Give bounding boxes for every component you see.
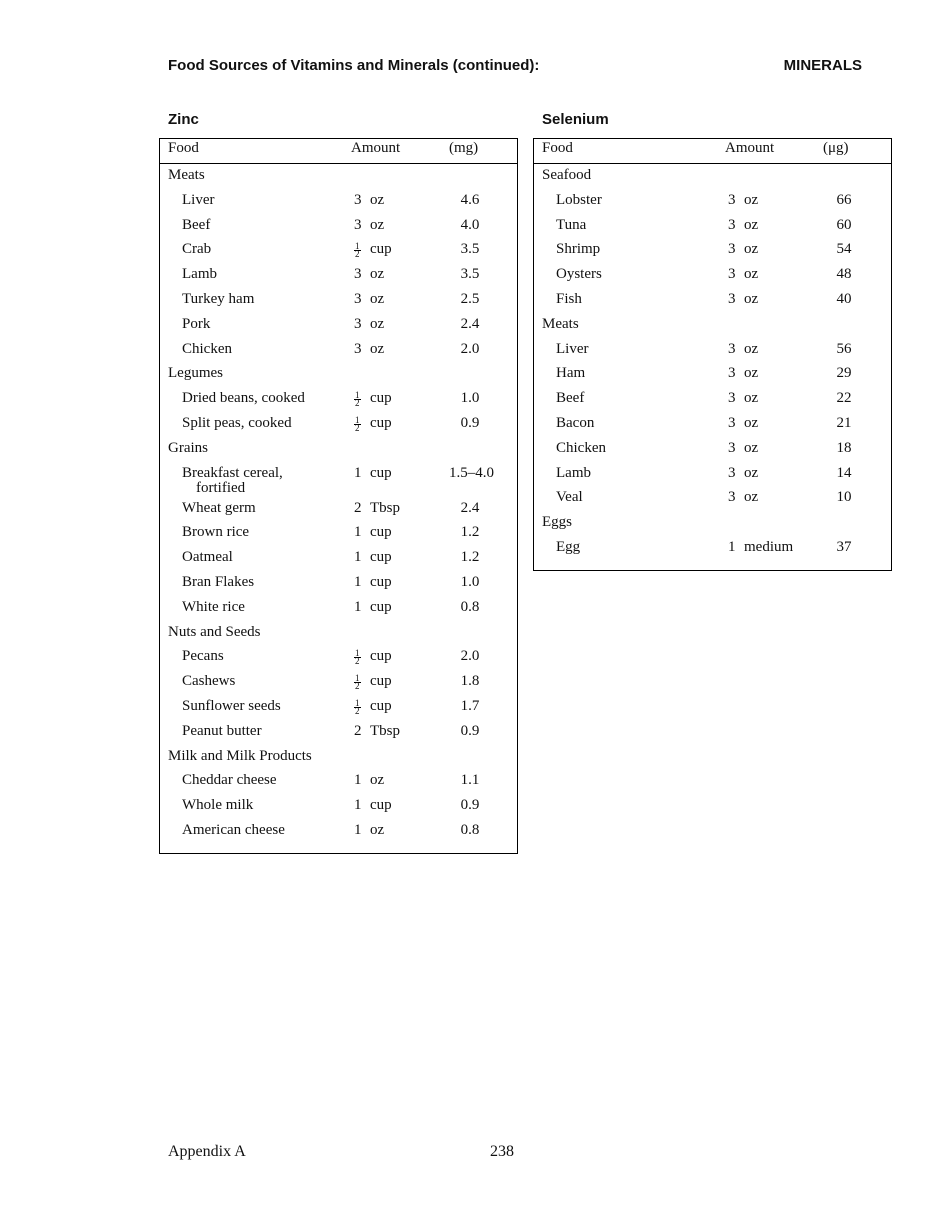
amount-unit: cup [370, 598, 392, 615]
food-name: Split peas, cooked [182, 414, 292, 431]
zinc-table [159, 138, 518, 854]
nutrient-value: 66 [836, 191, 852, 208]
table-row [160, 646, 517, 671]
category-row [160, 438, 517, 463]
food-name: Liver [556, 340, 589, 357]
nutrient-value: 2.0 [460, 648, 480, 665]
category-label: Meats [168, 167, 205, 183]
selenium-table [533, 138, 892, 571]
food-name: American cheese [182, 821, 285, 838]
table-row [160, 572, 517, 597]
category-label: Milk and Milk Products [168, 747, 312, 764]
table-row [534, 487, 891, 512]
amount-quantity: 3 [728, 216, 736, 233]
nutrient-value: 2.4 [460, 315, 480, 332]
column-header-unit: (mg) [449, 140, 479, 156]
table-header [534, 139, 891, 164]
food-name: Beef [556, 390, 585, 407]
fraction-numerator: 1 [355, 390, 360, 401]
nutrient-value: 60 [836, 216, 852, 233]
nutrient-value: 14 [836, 464, 852, 481]
amount-unit: medium [744, 538, 794, 555]
fraction-numerator: 1 [355, 648, 360, 659]
category-row [534, 314, 891, 339]
food-name: Bacon [556, 414, 595, 431]
nutrient-value: 4.6 [460, 191, 480, 208]
food-name: Sunflower seeds [182, 697, 281, 714]
fraction-denominator: 2 [355, 422, 360, 433]
food-name: Wheat germ [182, 499, 256, 516]
nutrient-value: 0.9 [460, 414, 480, 431]
amount-quantity: 2 [354, 499, 362, 516]
nutrient-value: 54 [836, 241, 852, 258]
amount-unit: oz [370, 315, 385, 332]
food-name: Egg [556, 538, 581, 555]
table-row [160, 795, 517, 820]
category-row [160, 746, 517, 771]
nutrient-value: 18 [836, 439, 852, 456]
table-row [534, 264, 891, 289]
category-label: Eggs [542, 514, 572, 531]
amount-unit: oz [744, 340, 759, 357]
food-name: Peanut butter [182, 722, 262, 739]
amount-unit: cup [370, 797, 392, 814]
amount-quantity: 3 [728, 464, 736, 481]
fraction-denominator: 2 [355, 705, 360, 716]
food-name: Crab [182, 241, 212, 258]
nutrient-value: 29 [836, 365, 852, 382]
amount-unit: cup [370, 673, 392, 690]
table-row [160, 239, 517, 264]
food-name: Chicken [556, 439, 606, 456]
nutrient-value: 48 [836, 266, 852, 283]
amount-unit: oz [744, 241, 759, 258]
food-name: Tuna [556, 216, 587, 233]
page-header-title: Food Sources of Vitamins and Minerals (continued): [168, 57, 540, 74]
amount-quantity: 3 [728, 439, 736, 456]
nutrient-value: 2.0 [460, 340, 480, 357]
column-header-food: Food [168, 140, 199, 156]
table-body [534, 164, 891, 570]
table-row [160, 671, 517, 696]
table-row [160, 190, 517, 215]
selenium-section-title: Selenium [542, 111, 609, 128]
amount-quantity: 3 [354, 191, 362, 208]
nutrient-value: 37 [836, 538, 852, 555]
nutrient-value: 56 [836, 340, 852, 357]
amount-unit: cup [370, 573, 392, 590]
category-label: Nuts and Seeds [168, 623, 261, 640]
food-name: Pecans [182, 648, 224, 665]
fraction-numerator: 1 [355, 697, 360, 708]
page-number: 238 [490, 1143, 514, 1160]
amount-quantity: 3 [728, 241, 736, 258]
table-row [534, 413, 891, 438]
table-row [534, 339, 891, 364]
nutrient-value: 1.7 [460, 697, 480, 714]
table-row [160, 721, 517, 746]
table-row [160, 388, 517, 413]
food-name: Chicken [182, 340, 232, 357]
fraction-denominator: 2 [355, 681, 360, 692]
table-row [160, 289, 517, 314]
fraction-one-half [354, 414, 361, 433]
amount-quantity: 3 [728, 191, 736, 208]
fraction-numerator: 1 [355, 673, 360, 684]
column-header-food: Food [542, 140, 573, 156]
table-row [160, 339, 517, 364]
table-row [160, 547, 517, 572]
table-row [160, 597, 517, 622]
food-name: Pork [182, 315, 211, 332]
amount-quantity: 3 [354, 315, 362, 332]
amount-quantity: 3 [728, 266, 736, 283]
amount-unit: cup [370, 414, 392, 431]
amount-quantity: 1 [354, 772, 362, 789]
amount-unit: oz [744, 464, 759, 481]
food-name: Lobster [556, 191, 602, 208]
amount-quantity: 3 [728, 365, 736, 382]
amount-unit: cup [370, 390, 392, 407]
amount-quantity: 3 [728, 489, 736, 506]
nutrient-value: 40 [836, 290, 852, 307]
amount-quantity: 3 [354, 340, 362, 357]
fraction-one-half [354, 648, 361, 667]
fraction-numerator: 1 [355, 414, 360, 425]
nutrient-value: 1.2 [460, 549, 480, 566]
column-header-amount: Amount [725, 140, 775, 156]
fraction-one-half [354, 697, 361, 716]
table-row [160, 820, 517, 845]
amount-unit: oz [370, 216, 385, 233]
food-name: White rice [182, 598, 245, 615]
amount-quantity: 3 [728, 390, 736, 407]
nutrient-value: 0.8 [460, 821, 480, 838]
table-row [534, 363, 891, 388]
amount-unit: oz [744, 414, 759, 431]
nutrient-value: 1.0 [460, 390, 480, 407]
amount-unit: Tbsp [370, 722, 400, 739]
amount-unit: cup [370, 648, 392, 665]
zinc-section-title: Zinc [168, 111, 199, 128]
fraction-denominator: 2 [355, 398, 360, 409]
category-row [160, 622, 517, 647]
amount-unit: oz [744, 266, 759, 283]
table-header [160, 139, 517, 164]
amount-unit: cup [370, 697, 392, 714]
nutrient-value: 22 [836, 390, 852, 407]
category-row [534, 165, 891, 190]
amount-unit: oz [744, 365, 759, 382]
table-row [534, 463, 891, 488]
food-name: Whole milk [182, 797, 254, 814]
table-row [534, 190, 891, 215]
table-row [160, 314, 517, 339]
amount-unit: oz [370, 191, 385, 208]
amount-quantity: 3 [728, 290, 736, 307]
amount-quantity: 2 [354, 722, 362, 739]
amount-unit: oz [744, 290, 759, 307]
amount-unit: cup [370, 241, 392, 258]
table-row [534, 239, 891, 264]
fraction-denominator: 2 [355, 249, 360, 260]
food-name: Brown rice [182, 524, 250, 541]
amount-quantity: 1 [354, 598, 362, 615]
nutrient-value: 1.1 [460, 772, 480, 789]
amount-quantity: 1 [354, 549, 362, 566]
nutrient-value: 1.8 [460, 673, 480, 690]
food-name: Shrimp [556, 241, 601, 258]
nutrient-value: 2.4 [460, 499, 480, 516]
column-header-unit: (μg) [823, 140, 849, 156]
food-name: Ham [556, 365, 586, 382]
category-label: Legumes [168, 365, 223, 382]
food-name: Oatmeal [182, 549, 233, 566]
nutrient-value: 3.5 [460, 266, 480, 283]
table-row [160, 215, 517, 240]
table-row [534, 215, 891, 240]
table-row [160, 264, 517, 289]
category-label: Meats [542, 315, 579, 332]
amount-quantity: 1 [354, 573, 362, 590]
fraction-denominator: 2 [355, 656, 360, 667]
amount-unit: oz [744, 489, 759, 506]
food-name-continued: fortified [196, 479, 246, 496]
amount-unit: oz [744, 191, 759, 208]
category-row [160, 165, 517, 190]
table-body [160, 164, 517, 853]
amount-quantity: 3 [354, 290, 362, 307]
nutrient-value: 4.0 [460, 216, 480, 233]
fraction-numerator: 1 [355, 241, 360, 252]
nutrient-value: 1.5–4.0 [449, 464, 494, 481]
food-name: Breakfast cereal, [182, 464, 283, 481]
amount-unit: oz [370, 821, 385, 838]
nutrient-value: 3.5 [460, 241, 480, 258]
fraction-one-half [354, 673, 361, 692]
nutrient-value: 1.0 [460, 573, 480, 590]
food-name: Bran Flakes [182, 573, 255, 590]
amount-quantity: 3 [354, 266, 362, 283]
table-row [160, 522, 517, 547]
table-row [160, 696, 517, 721]
food-name: Oysters [556, 266, 602, 283]
table-row [160, 770, 517, 795]
amount-unit: cup [370, 549, 392, 566]
table-row [534, 289, 891, 314]
nutrient-value: 2.5 [460, 290, 480, 307]
amount-quantity: 1 [354, 821, 362, 838]
amount-quantity: 1 [354, 524, 362, 541]
amount-quantity: 3 [728, 414, 736, 431]
amount-unit: oz [744, 390, 759, 407]
amount-unit: oz [370, 266, 385, 283]
food-name: Cashews [182, 673, 236, 690]
nutrient-value: 0.9 [460, 722, 480, 739]
food-name: Liver [182, 191, 215, 208]
nutrient-value: 10 [836, 489, 852, 506]
category-row [534, 512, 891, 537]
amount-unit: Tbsp [370, 499, 400, 516]
table-row [160, 413, 517, 438]
page-header-section: MINERALS [783, 57, 862, 74]
amount-unit: oz [744, 439, 759, 456]
nutrient-value: 21 [836, 414, 852, 431]
food-name: Fish [556, 290, 582, 307]
category-label: Seafood [542, 167, 592, 183]
amount-unit: cup [370, 464, 392, 481]
table-row [160, 498, 517, 523]
amount-unit: oz [370, 290, 385, 307]
food-name: Cheddar cheese [182, 772, 277, 789]
amount-unit: oz [744, 216, 759, 233]
food-name: Turkey ham [182, 290, 255, 307]
amount-quantity: 1 [354, 464, 362, 481]
footer-appendix: Appendix A [168, 1143, 246, 1160]
food-name: Beef [182, 216, 211, 233]
amount-quantity: 1 [354, 797, 362, 814]
food-name: Dried beans, cooked [182, 390, 305, 407]
amount-quantity: 3 [354, 216, 362, 233]
fraction-one-half [354, 390, 361, 409]
amount-quantity: 3 [728, 340, 736, 357]
nutrient-value: 1.2 [460, 524, 480, 541]
amount-unit: oz [370, 772, 385, 789]
amount-unit: cup [370, 524, 392, 541]
table-row [534, 438, 891, 463]
column-header-amount: Amount [351, 140, 401, 156]
food-name: Veal [556, 489, 583, 506]
category-row [160, 363, 517, 388]
category-label: Grains [168, 439, 208, 456]
food-name: Lamb [182, 266, 217, 283]
table-row [534, 388, 891, 413]
food-name: Lamb [556, 464, 591, 481]
table-row [160, 463, 517, 498]
fraction-one-half [354, 241, 361, 260]
amount-unit: oz [370, 340, 385, 357]
amount-quantity: 1 [728, 538, 736, 555]
table-row [534, 537, 891, 562]
nutrient-value: 0.8 [460, 598, 480, 615]
nutrient-value: 0.9 [460, 797, 480, 814]
